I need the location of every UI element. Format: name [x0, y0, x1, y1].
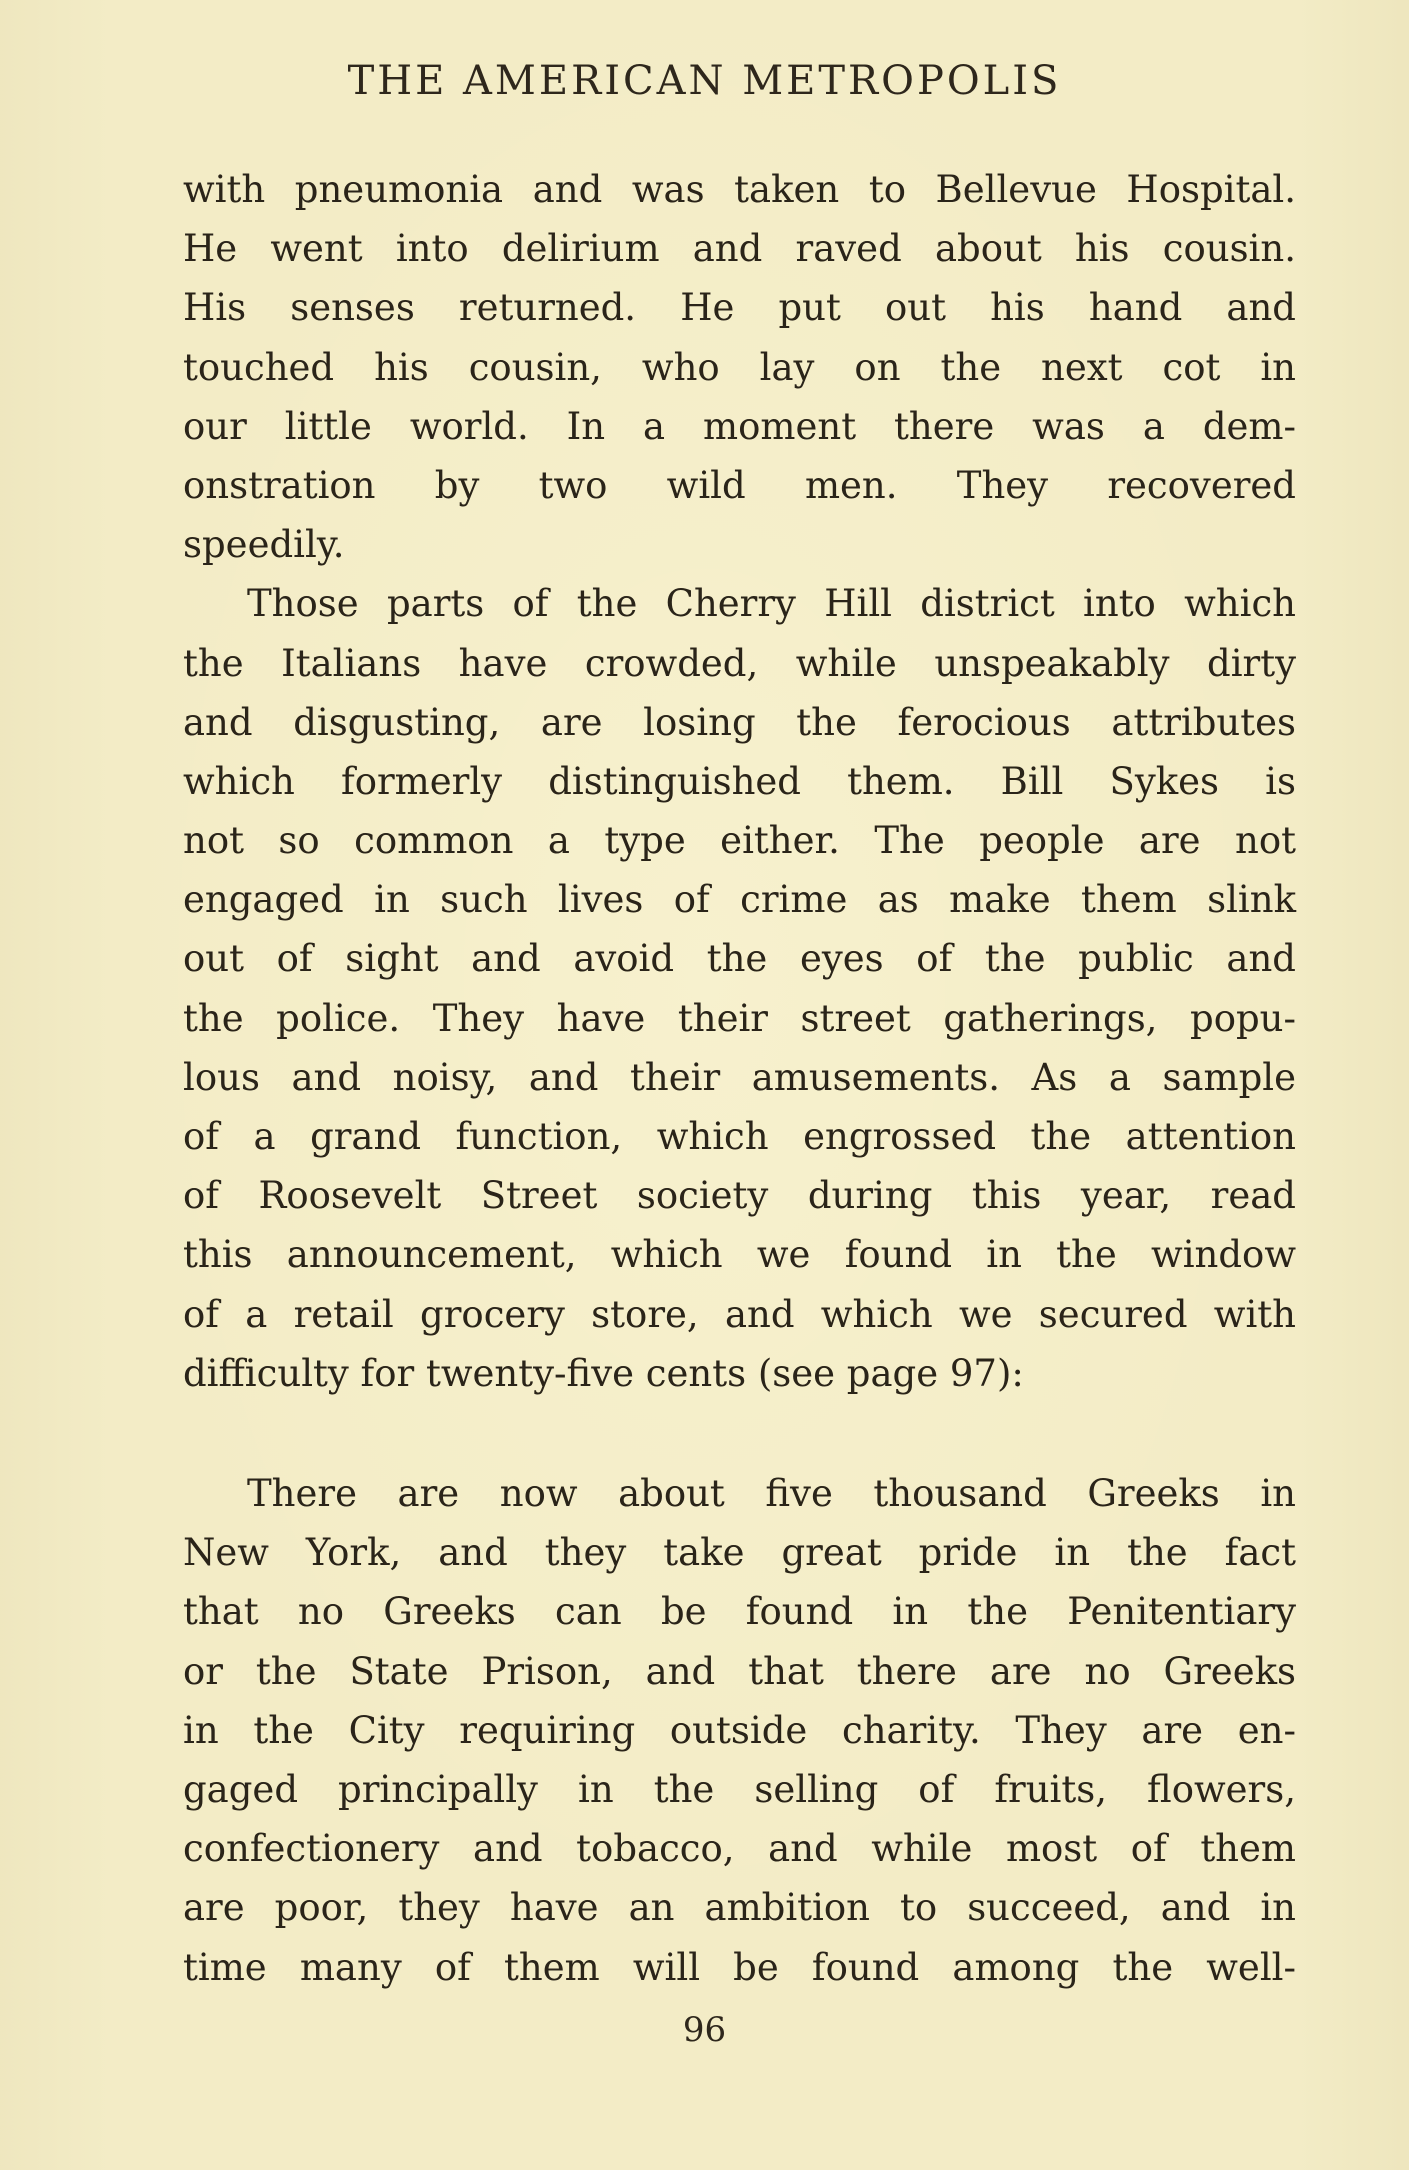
text-line: He went into delirium and raved about his cousin. [183, 227, 1296, 271]
text-line: or the State Prison, and that there are no Greeks [183, 1649, 1296, 1693]
body-text-upper [183, 160, 1296, 1403]
text-line: our little world. In a moment there was a dem- [183, 404, 1296, 448]
paragraph-3 [183, 1464, 1296, 1997]
text-line: not so common a type either. The people are not [183, 819, 1296, 863]
text-line: touched his cousin, who lay on the next cot in [183, 345, 1296, 389]
text-line: His senses returned. He put out his hand and [183, 286, 1296, 330]
text-line: confectionery and tobacco, and while most of them [183, 1827, 1296, 1871]
text-line: out of sight and avoid the eyes of the public and [183, 937, 1296, 981]
paragraph-2 [183, 574, 1296, 1403]
text-line: which formerly distinguished them. Bill Sykes is [183, 759, 1296, 803]
text-line: There are now about five thousand Greeks in [247, 1472, 1296, 1515]
running-head: THE AMERICAN METROPOLIS [347, 58, 1062, 104]
text-line: that no Greeks can be found in the Penitentiary [183, 1590, 1296, 1634]
text-line: Those parts of the Cherry Hill district into which [247, 582, 1296, 626]
text-line: of Roosevelt Street society during this year, read [183, 1174, 1296, 1218]
text-line: with pneumonia and was taken to Bellevue Hospital. [183, 168, 1296, 211]
text-line: are poor, they have an ambition to succeed, and in [183, 1886, 1296, 1930]
text-line: gaged principally in the selling of fruits, flowers, [183, 1767, 1296, 1811]
page-number: 96 [682, 2010, 727, 2050]
text-line: engaged in such lives of crime as make them slink [183, 878, 1296, 922]
text-line: time many of them will be found among the well- [183, 1945, 1296, 1989]
paragraph-1 [183, 160, 1296, 574]
text-line: of a grand function, which engrossed the attention [183, 1115, 1296, 1158]
text-line: this announcement, which we found in the window [183, 1233, 1296, 1277]
text-line: New York, and they take great pride in the fact [183, 1531, 1296, 1575]
text-line: speedily. [183, 523, 345, 567]
text-line: the police. They have their street gatherings, popu- [183, 996, 1296, 1040]
body-text-lower [183, 1464, 1296, 1997]
text-line: and disgusting, are losing the ferocious attributes [183, 700, 1296, 744]
text-line: in the City requiring outside charity. They are en- [183, 1708, 1296, 1752]
text-line: the Italians have crowded, while unspeakably dirty [183, 641, 1296, 685]
text-line: difficulty for twenty-five cents (see page 97): [183, 1351, 1024, 1395]
text-line: onstration by two wild men. They recovered [183, 463, 1296, 507]
text-line: lous and noisy, and their amusements. As a sample [183, 1055, 1296, 1099]
text-line: of a retail grocery store, and which we secured with [183, 1292, 1296, 1336]
